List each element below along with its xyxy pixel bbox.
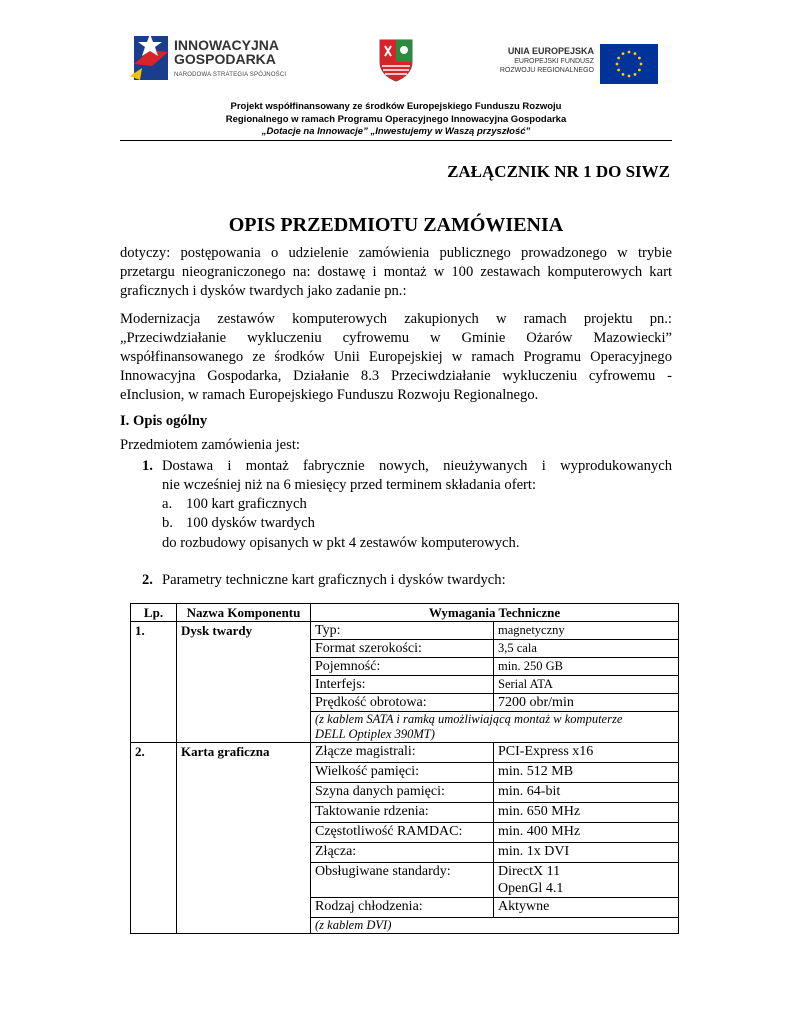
spec-value: min. 64-bit	[494, 783, 679, 803]
spec-name: Prędkość obrotowa:	[311, 694, 494, 712]
paragraph-project	[120, 310, 672, 405]
spec-name: Format szerokości:	[311, 640, 494, 658]
eu-flag-icon	[600, 44, 658, 84]
header-component: Nazwa Komponentu	[177, 604, 311, 622]
annex-title: ZAŁĄCZNIK NR 1 DO SIWZ	[447, 162, 670, 181]
spec-name: Wielkość pamięci:	[311, 763, 494, 783]
spec-name: Szyna danych pamięci:	[311, 783, 494, 803]
spec-name: Częstotliwość RAMDAC:	[311, 823, 494, 843]
funding-slogans: „Dotacje na Innowacje” „Inwestujemy w Waszą przyszłość”	[261, 126, 531, 137]
funding-notice	[120, 101, 672, 139]
spec-table	[130, 603, 679, 934]
list-item-number: 1.	[142, 458, 153, 474]
spec-note-line: DELL Optiplex 390MT)	[315, 727, 435, 741]
ig-star-icon	[128, 30, 172, 86]
spec-name: Złącza:	[311, 843, 494, 863]
spec-name: Rodzaj chłodzenia:	[311, 898, 494, 918]
list-item-text: Dostawa i montaż fabrycznie nowych, nieużywanych i wyprodukowanych	[162, 458, 672, 474]
spec-name: Pojemność:	[311, 658, 494, 676]
paragraph-line: współfinansowanego ze środków Unii Europejskiej w ramach Programu Operacyjnego	[120, 349, 672, 365]
header-divider	[120, 140, 672, 141]
section-heading: I. Opis ogólny	[120, 413, 208, 429]
eu-star-icon	[628, 51, 631, 54]
eu-logo-line2: EUROPEJSKI FUNDUSZ	[514, 58, 594, 65]
row-component: Karta graficzna	[177, 743, 311, 934]
paragraph-line: dotyczy: postępowania o udzielenie zamówienia publicznego prowadzonego w trybie	[120, 245, 672, 261]
eu-star-icon	[634, 52, 637, 55]
eu-logo-text	[484, 46, 594, 75]
spec-note-line: (z kablem SATA i ramką umożliwiającą montaż w komputerze	[315, 712, 623, 726]
paragraph-line: „Przeciwdziałanie wykluczeniu cyfrowemu w Gminie Ożarów Mazowiecki”	[120, 330, 672, 346]
spec-note	[311, 918, 679, 934]
spec-name: Złącze magistrali:	[311, 743, 494, 763]
paragraph-scope	[120, 244, 672, 301]
eu-star-icon	[622, 73, 625, 76]
eu-star-icon	[616, 63, 619, 66]
eu-star-icon	[622, 52, 625, 55]
list-item-text: nie wcześniej niż na 6 miesięcy przed terminem składania ofert:	[162, 477, 537, 493]
funding-line2: Regionalnego w ramach Programu Operacyjnego Innowacyjna Gospodarka	[225, 113, 567, 125]
spec-value-line: DirectX 11	[498, 864, 561, 879]
spec-value: min. 400 MHz	[494, 823, 679, 843]
spec-name: Interfejs:	[311, 676, 494, 694]
spec-value-line: OpenGl 4.1	[498, 881, 564, 896]
table-row	[131, 743, 679, 763]
header-requirements: Wymagania Techniczne	[311, 604, 679, 622]
eu-star-icon	[628, 75, 631, 78]
spec-value: 7200 obr/min	[494, 694, 679, 712]
sublist-text: 100 kart graficznych	[186, 496, 307, 512]
spec-name: Obsługiwane standardy:	[311, 863, 494, 898]
table-header-row	[131, 604, 679, 622]
spec-value: min. 250 GB	[494, 658, 679, 676]
paragraph-line: eInclusion, w ramach Europejskiego Funduszu Rozwoju Regionalnego.	[120, 387, 539, 403]
funding-line1: Projekt współfinansowany ze środków Europejskiego Funduszu Rozwoju	[230, 101, 562, 112]
ig-logo-subtitle: NARODOWA STRATEGIA SPÓJNOŚCI	[174, 72, 287, 78]
row-lp: 2.	[131, 743, 177, 934]
eu-star-icon	[640, 63, 643, 66]
paragraph-line: przetargu nieograniczonego na: dostawę i montaż w 100 zestawach komputerowych kart	[120, 264, 672, 280]
spec-value: PCI-Express x16	[494, 743, 679, 763]
paragraph-line: Modernizacja zestawów komputerowych zakupionych w ramach projektu pn.:	[120, 311, 672, 327]
spec-value: min. 512 MB	[494, 763, 679, 783]
list-item-text: do rozbudowy opisanych w pkt 4 zestawów komputerowych.	[162, 535, 520, 551]
spec-value	[494, 863, 679, 898]
spec-value: Aktywne	[494, 898, 679, 918]
document-title: OPIS PRZEDMIOTU ZAMÓWIENIA	[228, 214, 564, 236]
spec-name: Taktowanie rdzenia:	[311, 803, 494, 823]
spec-value: min. 1x DVI	[494, 843, 679, 863]
spec-note	[311, 712, 679, 743]
paragraph-line: graficznych i dysków twardych jako zadanie pn.:	[120, 283, 407, 299]
header-lp: Lp.	[131, 604, 177, 622]
ig-logo-line1: INNOWACYJNA	[174, 37, 280, 53]
coat-of-arms-icon	[376, 38, 416, 82]
spec-value: 3,5 cala	[494, 640, 679, 658]
eu-logo-line1: UNIA EUROPEJSKA	[507, 46, 594, 56]
spec-value: magnetyczny	[494, 622, 679, 640]
innowacyjna-gospodarka-logo	[128, 30, 298, 86]
sublist-letter: b.	[162, 515, 173, 531]
row-lp: 1.	[131, 622, 177, 743]
spec-value: min. 650 MHz	[494, 803, 679, 823]
table-row	[131, 622, 679, 640]
sublist-item-b	[162, 514, 315, 533]
eu-logo-line3: ROZWOJU REGIONALNEGO	[499, 67, 594, 74]
spec-name: Typ:	[311, 622, 494, 640]
eu-star-icon	[638, 57, 641, 60]
eu-logo	[486, 44, 658, 86]
eu-star-icon	[617, 69, 620, 72]
ig-logo-line2: GOSPODARKA	[174, 51, 276, 67]
sublist-letter: a.	[162, 496, 173, 512]
eu-star-icon	[638, 69, 641, 72]
row-component: Dysk twardy	[177, 622, 311, 743]
section-intro: Przedmiotem zamówienia jest:	[120, 437, 300, 453]
page-header	[0, 0, 791, 100]
spec-note-line: (z kablem DVI)	[315, 918, 392, 932]
list-item-number: 2.	[142, 572, 153, 588]
paragraph-line: Innowacyjna Gospodarka, Działanie 8.3 Przeciwdziałanie wykluczeniu cyfrowemu -	[120, 368, 672, 384]
list-item-text: Parametry techniczne kart graficznych i dysków twardych:	[162, 572, 506, 588]
sublist-item-a	[162, 495, 307, 514]
sublist-text: 100 dysków twardych	[186, 515, 315, 531]
spec-value: Serial ATA	[494, 676, 679, 694]
eu-star-icon	[634, 73, 637, 76]
ig-logo-text	[174, 38, 279, 66]
eu-star-icon	[617, 57, 620, 60]
